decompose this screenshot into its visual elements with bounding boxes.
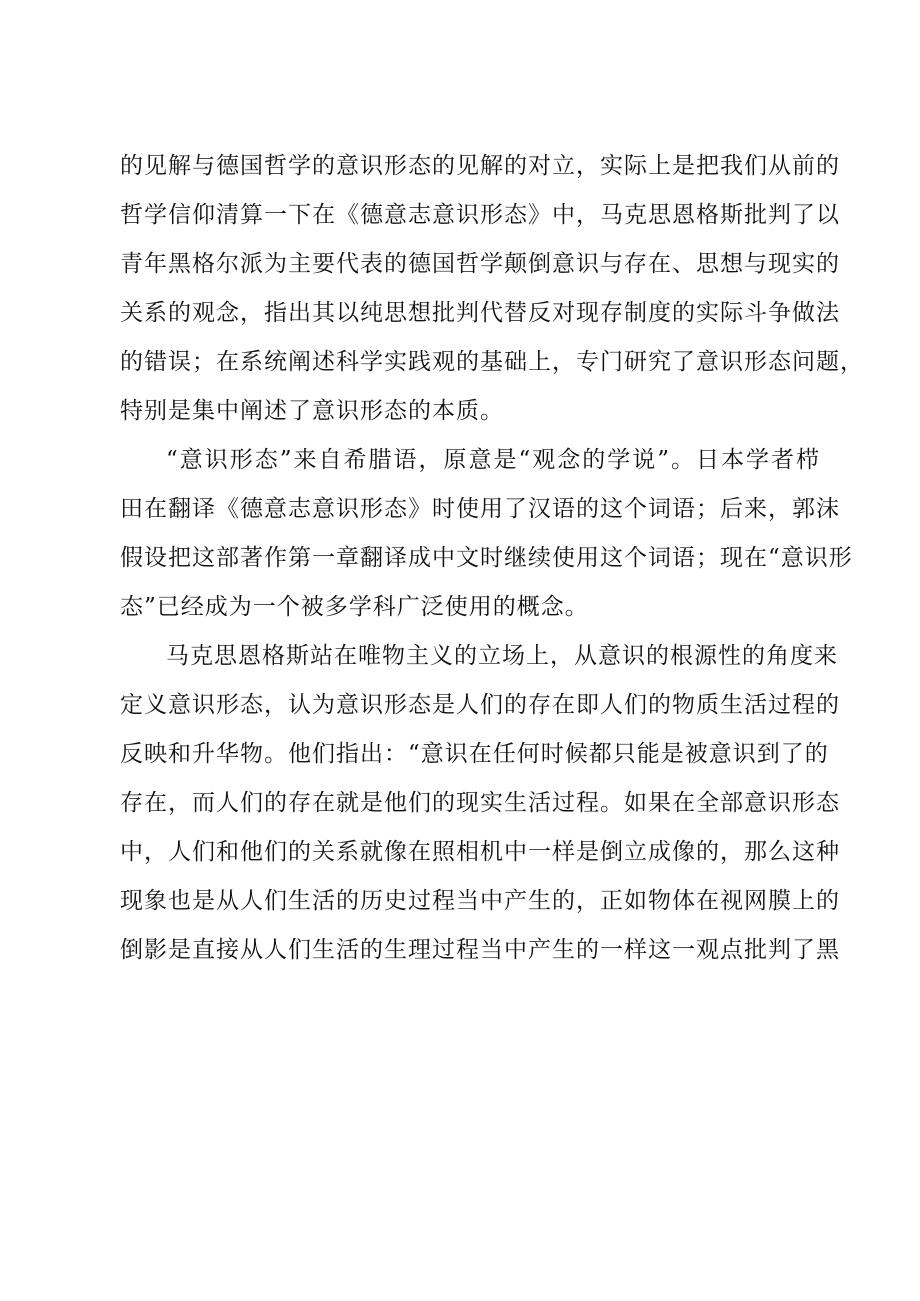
text-line: 假设把这部著作第一章翻译成中文时继续使用这个词语；现在“意识形 [120,545,853,571]
text-line: 田在翻译《德意志意识形态》时使用了汉语的这个词语；后来，郭沫 [120,496,840,522]
text-line: 现象也是从人们生活的历史过程当中产生的，正如物体在视网膜上的 [120,888,840,914]
text-line: 的见解与德国哲学的意识形态的见解的对立，实际上是把我们从前的 [120,153,840,179]
text-line: 哲学信仰清算一下在《德意志意识形态》中，马克思恩格斯批判了以 [120,202,840,228]
text-line: 关系的观念，指出其以纯思想批判代替反对现存制度的实际斗争做法 [120,300,840,326]
text-line: 存在，而人们的存在就是他们的现实生活过程。如果在全部意识形态 [120,790,840,816]
body-text [120,142,864,975]
text-line: 倒影是直接从人们生活的生理过程当中产生的一样这一观点批判了黑 [120,937,840,963]
text-line: 特别是集中阐述了意识形态的本质。 [120,398,504,424]
text-line: 定义意识形态，认为意识形态是人们的存在即人们的物质生活过程的 [120,692,840,718]
paragraph-first-line: 马克思恩格斯站在唯物主义的立场上，从意识的根源性的角度来 [166,643,838,669]
text-line: 的错误；在系统阐述科学实践观的基础上，专门研究了意识形态问题， [120,349,864,375]
text-line: 反映和升华物。他们指出：“意识在任何时候都只能是被意识到了的 [120,741,829,767]
paragraph-first-line: “意识形态”来自希腊语，原意是“观念的学说”。日本学者栉 [166,447,820,473]
text-line: 青年黑格尔派为主要代表的德国哲学颠倒意识与存在、思想与现实的 [120,251,840,277]
text-line: 态”已经成为一个被多学科广泛使用的概念。 [120,594,589,620]
text-line: 中，人们和他们的关系就像在照相机中一样是倒立成像的，那么这种 [120,839,840,865]
